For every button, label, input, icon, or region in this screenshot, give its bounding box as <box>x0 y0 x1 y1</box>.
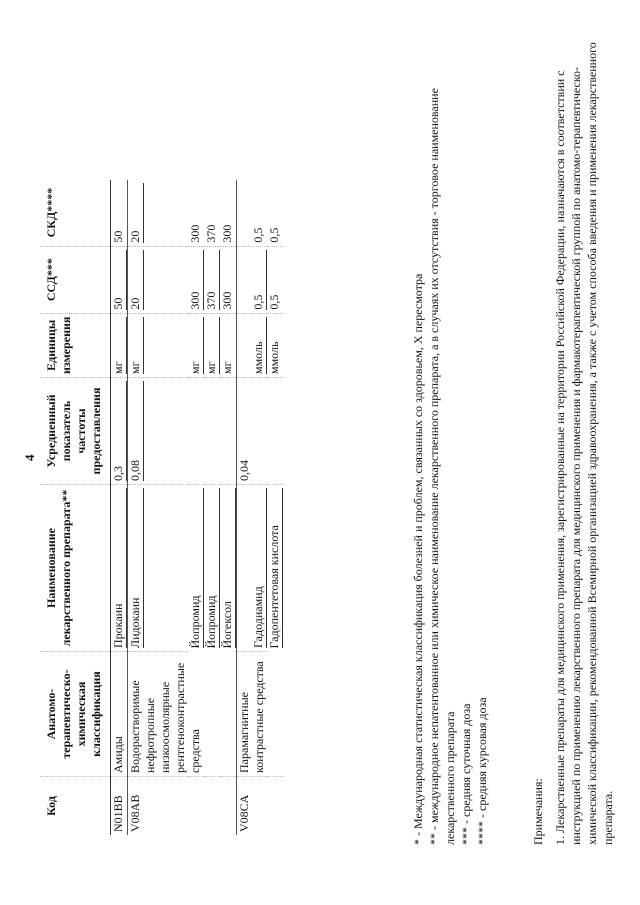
skd-value: 20 <box>128 183 144 243</box>
unit-value: мг <box>128 317 144 374</box>
unit-value: ммоль <box>251 317 267 374</box>
skd-value: 0,5 <box>267 227 281 243</box>
footnote: **** - средняя курсовая доза <box>475 697 489 845</box>
header-code: Код <box>40 777 111 836</box>
footnote: *** - средняя суточная доза <box>459 703 473 845</box>
page-number: 4 <box>22 454 37 461</box>
header-unit: Единицы измерения <box>40 313 111 377</box>
drug-name: Йопромид <box>204 488 220 649</box>
group-atc: Парамагнитные контрастные средства <box>237 652 284 777</box>
header-atc: Анатомо-терапевтическо-химическая классификация <box>40 652 111 777</box>
drug-table <box>40 180 283 835</box>
freq-value: 0,3 <box>111 381 127 481</box>
notes-section <box>530 25 616 845</box>
table-row <box>111 180 128 835</box>
table-header-row <box>40 180 111 835</box>
drug-name: Гадодиамид <box>251 488 267 648</box>
notes-title: Примечания: <box>531 778 545 845</box>
table-row <box>237 180 268 835</box>
ssd-value: 300 <box>188 250 204 310</box>
ssd-value: 0,5 <box>267 294 281 310</box>
group-code: V08CA <box>237 777 284 836</box>
group-atc: Амиды <box>111 652 128 777</box>
footnote: * - Международная статистическая классификация болезней и проблем, связанных со здоровьем, X пересмотра <box>411 273 425 845</box>
ssd-value: 20 <box>128 250 144 310</box>
ssd-value: 300 <box>220 291 234 310</box>
table-row <box>128 180 189 835</box>
drug-name: Йопромид <box>188 488 204 649</box>
unit-value: мг <box>220 361 234 374</box>
drug-name: Гадопентетовая кислота <box>267 488 283 649</box>
skd-value: 50 <box>111 230 125 243</box>
freq-value: 0,04 <box>237 460 251 481</box>
group-code: V08AB <box>128 777 237 836</box>
header-freq: Усредненный показатель частоты предоставления <box>40 378 111 485</box>
footnotes <box>410 25 490 845</box>
unit-value: мг <box>188 317 204 374</box>
ssd-value: 0,5 <box>251 250 267 310</box>
skd-value: 300 <box>220 224 234 243</box>
header-skd: СКД**** <box>40 180 111 247</box>
skd-value: 370 <box>204 224 218 243</box>
skd-value: 0,5 <box>251 227 265 243</box>
ssd-value: 50 <box>111 250 127 310</box>
group-atc: Водорастворимые нефротропные низкоосмолярные рентгеноконтрастные средства <box>128 652 237 777</box>
ssd-value: 370 <box>204 250 220 310</box>
drug-name: Прокаин <box>111 488 127 648</box>
unit-value: мг <box>111 317 127 374</box>
drug-name: Лидокаин <box>128 488 144 648</box>
drug-name: Йогексол <box>220 488 236 649</box>
group-code: N01BB <box>111 777 128 836</box>
note-item: 1. Лекарственные препараты для медицинского применения, зарегистрированные на территории Российской Федерации, назначаются в соответствии с инструкцией по применению лекарственного препарата для медицинского применения и фармакотерапевтической группой по анатомо-терапевтическо-химической классификации, рекомендованной Всемирной организацией здравоохранения, а также с учетом способа введения и применения лекарственного препарата. <box>553 42 615 845</box>
footnote: ** - международное непатентованное или химическое наименование лекарственного препарата, а в случаях их отсутствия - торговое наименование лекарственного препарата <box>427 88 457 845</box>
unit-value: ммоль <box>267 341 281 374</box>
unit-value: мг <box>204 317 220 374</box>
header-ssd: ССД*** <box>40 246 111 313</box>
skd-value: 300 <box>188 224 202 243</box>
freq-value: 0,08 <box>128 381 144 481</box>
header-drug: Наименование лекарственного препарата** <box>40 485 111 652</box>
